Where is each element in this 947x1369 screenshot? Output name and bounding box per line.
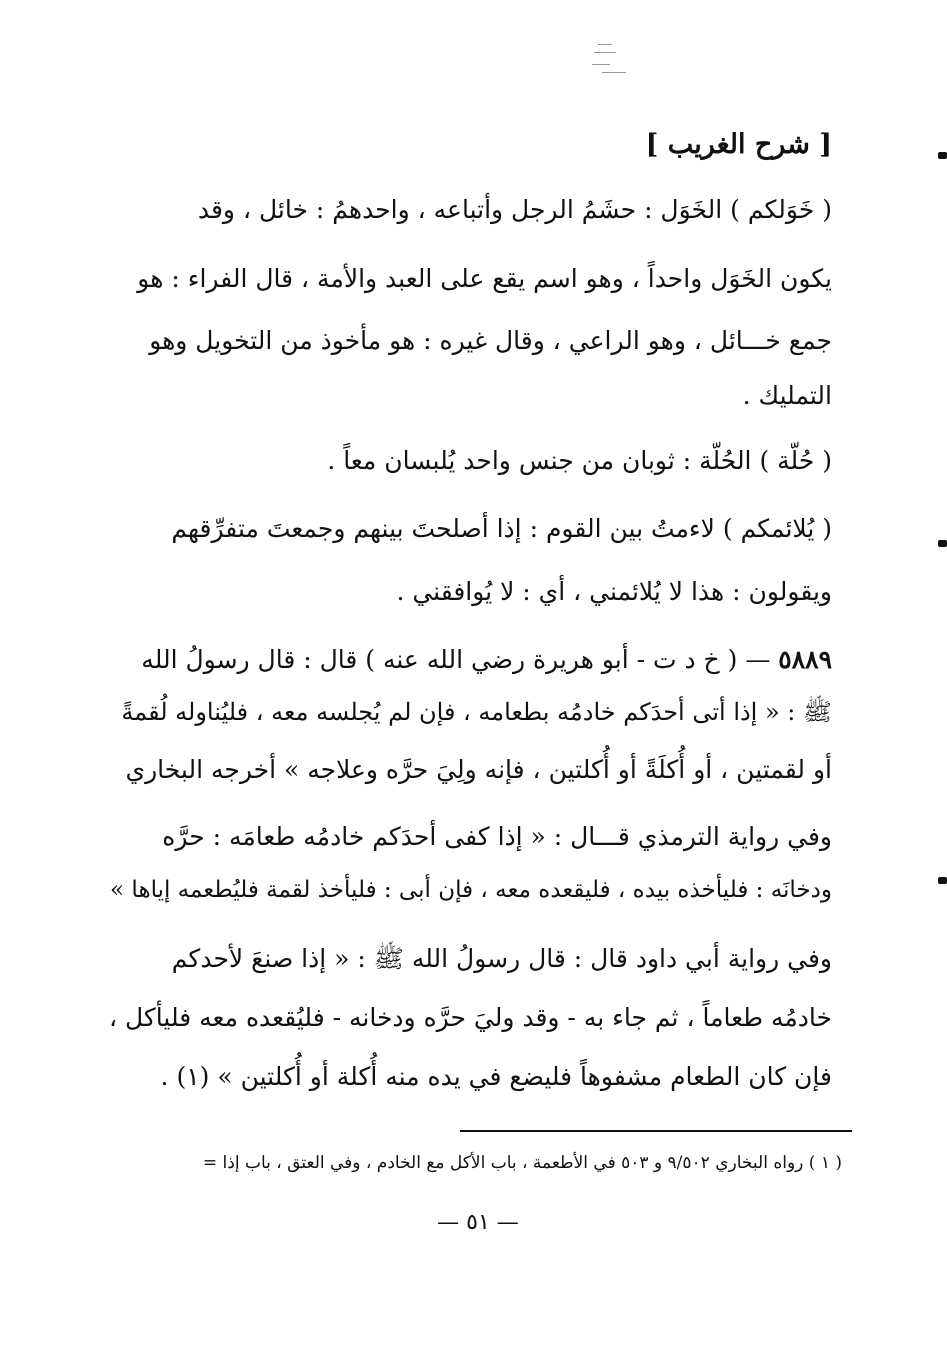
- footnote: ( ١ ) رواه البخاري ٩/٥٠٢ و ٥٠٣ في الأطعمة ، باب الأكل مع الخادم ، وفي العتق ، باب إذا =: [202, 1153, 842, 1173]
- gloss-line: جمع خـــائل ، وهو الراعي ، وقال غيره : هو مأخوذ من التخويل وهو: [149, 326, 832, 355]
- narration-line: وفي رواية أبي داود قال : قال رسولُ الله ﷺ : « إذا صنعَ لأحدكم: [171, 944, 832, 973]
- gloss-line: ( يُلائمكم ) لاءمتُ بين القوم : إذا أصلحتَ بينهم وجمعتَ متفرِّقهم: [171, 514, 832, 543]
- scan-artifact: [592, 40, 628, 80]
- hadith-line: أو لقمتين ، أو أُكلَةً أو أُكلتين ، فإنه ولِيَ حرَّه وعلاجه » أخرجه البخاري: [125, 755, 832, 784]
- hadith-number: ٥٨٨٩: [778, 645, 832, 674]
- gloss-line: ( خَوَلكم ) الخَوَل : حشَمُ الرجل وأتباعه ، واحدهمُ : خائل ، وقد: [197, 195, 832, 224]
- margin-mark: [938, 877, 947, 884]
- narration-line: وفي رواية الترمذي قـــال : « إذا كفى أحدَكم خادمُه طعامَه : حرَّه: [162, 822, 832, 851]
- hadith-text: — ( خ د ت - أبو هريرة رضي الله عنه ) قال : قال رسولُ الله: [141, 645, 771, 674]
- section-heading: [ شرح الغريب ]: [645, 129, 832, 160]
- footnote-separator: [460, 1130, 852, 1132]
- page-number: — ٥١ —: [437, 1210, 519, 1235]
- narration-line: خادمُه طعاماً ، ثم جاء به - وقد وليَ حرَّه ودخانه - فليُقعده معه فليأكل ،: [108, 1003, 832, 1032]
- gloss-line: التمليك .: [742, 381, 832, 410]
- narration-line: فإن كان الطعام مشفوهاً فليضع في يده منه أُكلة أو أُكلتين » (١) .: [160, 1062, 832, 1091]
- gloss-line: ويقولون : هذا لا يُلائمني ، أي : لا يُوافقني .: [396, 577, 832, 606]
- gloss-line: يكون الخَوَل واحداً ، وهو اسم يقع على العبد والأمة ، قال الفراء : هو: [137, 264, 832, 293]
- gloss-line: ( حُلّة ) الحُلّة : ثوبان من جنس واحد يُلبسان معاً .: [327, 446, 832, 475]
- hadith-line: ﷺ : « إذا أتى أحدَكم خادمُه بطعامه ، فإن لم يُجلسه معه ، فليُناوله لُقمةً: [121, 698, 832, 726]
- hadith-line: [110, 643, 832, 677]
- margin-mark: [938, 152, 947, 159]
- narration-line: ودخانَه : فليأخذه بيده ، فليقعده معه ، فإن أبى : فليأخذ لقمة فليُطعمه إياها »: [110, 877, 832, 903]
- margin-mark: [938, 540, 947, 547]
